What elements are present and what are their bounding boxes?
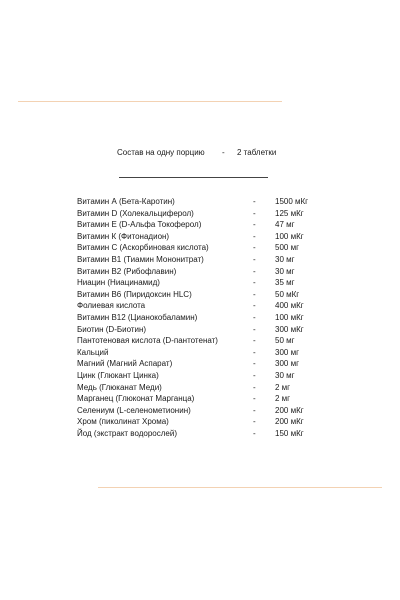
ingredient-name: Селениум (L-селенометионин) [77,405,191,415]
ingredient-dash: - [253,428,256,438]
ingredient-amount: 50 мКг [275,289,300,299]
ingredient-row [77,231,357,243]
ingredient-dash: - [253,312,256,322]
ingredient-amount: 2 мг [275,394,291,404]
ingredient-amount: 50 мг [275,336,295,346]
ingredient-amount: 30 мг [275,254,295,264]
ingredient-amount: 47 мг [275,220,295,230]
ingredient-row [77,208,357,220]
ingredient-dash: - [253,370,256,380]
ingredient-name: Ниацин (Ниацинамид) [77,278,160,288]
ingredient-row [77,416,357,428]
ingredient-amount: 300 мКг [275,324,304,334]
ingredient-amount: 300 мг [275,347,299,357]
serving-title: Состав на одну порцию [117,148,205,157]
ingredient-name: Марганец (Глюконат Марганца) [77,394,195,404]
ingredient-row [77,242,357,254]
ingredient-name: Магний (Магний Аспарат) [77,359,173,369]
ingredient-row [77,393,357,405]
ingredient-row [77,266,357,278]
ingredient-name: Биотин (D-Биотин) [77,324,147,334]
ingredient-row [77,254,357,266]
ingredient-amount: 500 мг [275,243,299,253]
ingredient-dash: - [253,301,256,311]
serving-separator: - [222,148,225,157]
header-divider [119,177,268,178]
ingredient-name: Витамин B2 (Рибофлавин) [77,266,177,276]
ingredient-dash: - [253,359,256,369]
ingredient-dash: - [253,278,256,288]
ingredient-row [77,277,357,289]
ingredient-dash: - [253,405,256,415]
ingredient-name: Кальций [77,347,109,357]
ingredient-amount: 30 мг [275,266,295,276]
ingredient-name: Витамин B12 (Цианокобаламин) [77,312,198,322]
ingredient-row [77,219,357,231]
ingredient-amount: 35 мг [275,278,295,288]
ingredient-dash: - [253,243,256,253]
ingredients-table [77,196,357,439]
ingredient-row [77,428,357,440]
frame-bottom-line [98,487,382,488]
ingredient-row [77,358,357,370]
ingredient-amount: 30 мг [275,370,295,380]
ingredient-dash: - [253,231,256,241]
ingredient-amount: 150 мКг [275,428,304,438]
ingredient-dash: - [253,336,256,346]
ingredient-row [77,370,357,382]
ingredient-name: Витамин D (Холекальциферол) [77,208,194,218]
ingredient-name: Медь (Глюканат Меди) [77,382,162,392]
ingredient-name: Фолиевая кислота [77,301,146,311]
ingredient-dash: - [253,289,256,299]
ingredient-name: Витамин С (Аскорбиновая кислота) [77,243,209,253]
ingredient-dash: - [253,197,256,206]
ingredient-amount: 200 мКг [275,405,304,415]
ingredient-amount: 300 мг [275,359,299,369]
ingredient-amount: 1500 мКг [275,197,309,206]
ingredient-row [77,289,357,301]
ingredient-dash: - [253,266,256,276]
ingredient-amount: 100 мКг [275,231,304,241]
ingredient-row [77,312,357,324]
serving-size: 2 таблетки [237,148,277,157]
ingredient-dash: - [253,417,256,427]
ingredient-name: Витамин К (Фитонадион) [77,231,170,241]
ingredient-amount: 2 мг [275,382,291,392]
ingredient-amount: 400 мКг [275,301,304,311]
ingredient-name: Витамин А (Бета-Каротин) [77,197,175,206]
frame-top-line [18,101,282,102]
ingredient-name: Витамин B1 (Тиамин Мононитрат) [77,254,204,264]
ingredient-dash: - [253,220,256,230]
ingredient-amount: 200 мКг [275,417,304,427]
ingredient-dash: - [253,394,256,404]
ingredient-dash: - [253,254,256,264]
ingredient-amount: 100 мКг [275,312,304,322]
ingredient-name: Витамин B6 (Пиридоксин HLC) [77,289,192,299]
ingredient-row [77,196,357,208]
ingredient-row [77,382,357,394]
ingredient-dash: - [253,382,256,392]
ingredient-dash: - [253,324,256,334]
ingredient-name: Витамин Е (D-Альфа Токоферол) [77,220,202,230]
ingredient-dash: - [253,208,256,218]
ingredient-amount: 125 мКг [275,208,304,218]
ingredient-name: Цинк (Глюкант Цинка) [77,370,159,380]
ingredient-row [77,324,357,336]
ingredient-row [77,405,357,417]
ingredient-dash: - [253,347,256,357]
ingredient-name: Йод (экстракт водорослей) [77,428,177,438]
ingredient-row [77,300,357,312]
ingredient-name: Пантотеновая кислота (D-пантотенат) [77,336,218,346]
ingredient-row [77,335,357,347]
ingredient-row [77,347,357,359]
ingredient-name: Хром (пиколинат Хрома) [77,417,169,427]
